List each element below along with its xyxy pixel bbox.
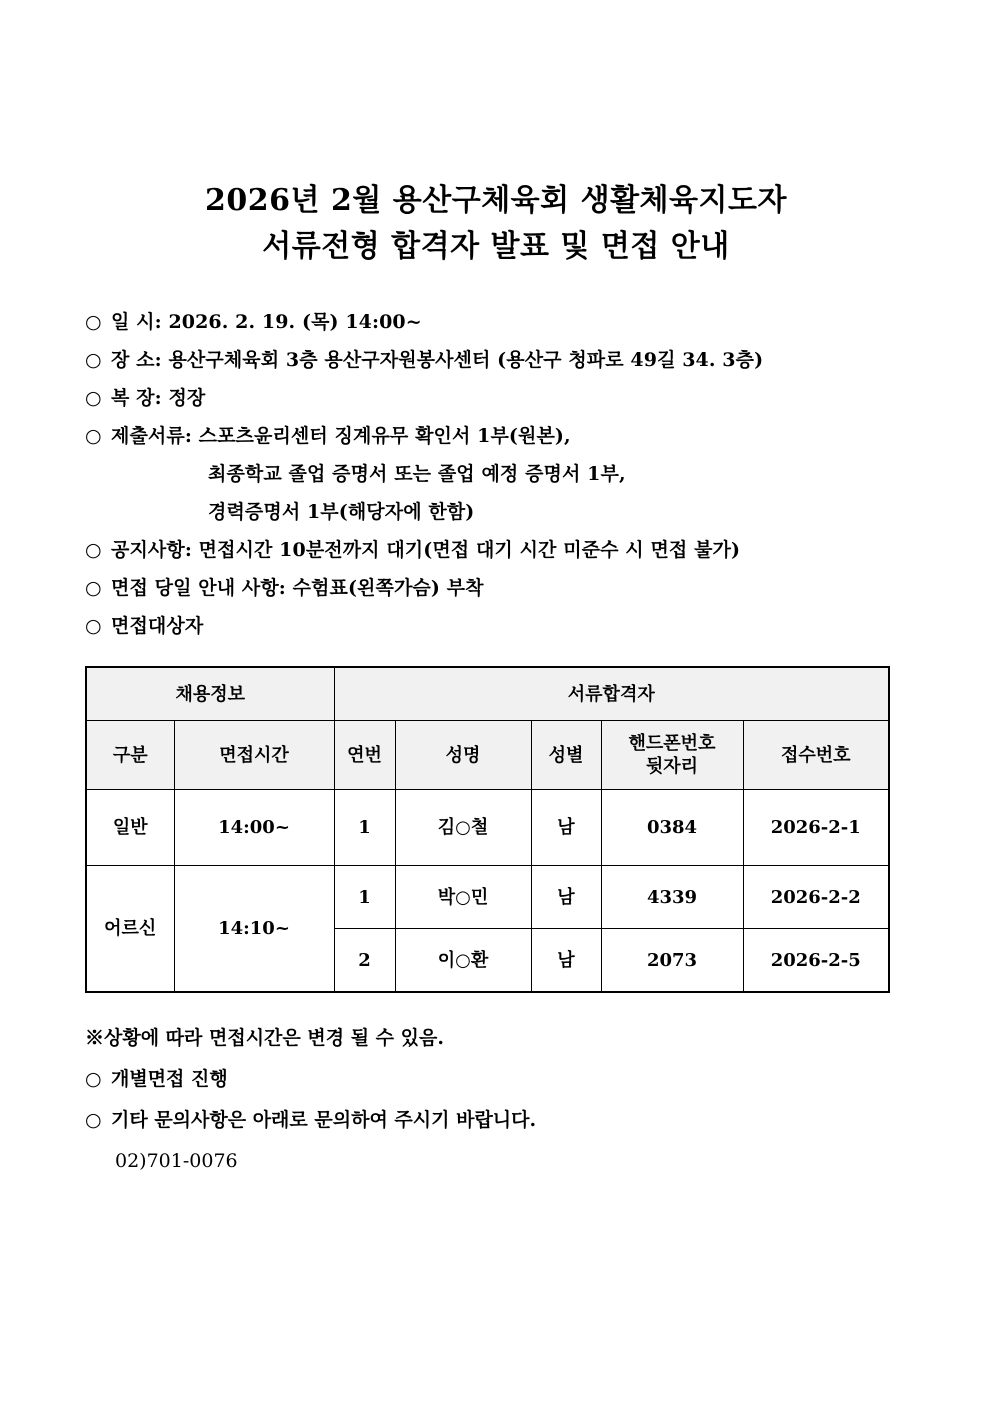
note-label: ※상황에 따라 면접시간은 변경 될 수 있음. <box>85 1027 444 1050</box>
cell-gubun: 어르신 <box>86 866 174 993</box>
note-label: 개별면접 진행 <box>111 1068 228 1091</box>
cell-no: 2 <box>334 929 395 993</box>
info-item-dresscode <box>85 389 932 408</box>
candidates-table-container <box>0 666 992 993</box>
group-header-recruit-info: 채용정보 <box>86 667 334 721</box>
table-column-header-row <box>86 721 889 790</box>
bullet-icon: ○ <box>85 1068 102 1091</box>
info-item-label: 공지사항: 면접시간 10분전까지 대기(면접 대기 시간 미준수 시 면접 불가) <box>111 539 741 562</box>
info-item-label: 최종학교 졸업 증명서 또는 졸업 예정 증명서 1부, <box>208 463 626 486</box>
table-group-header-row <box>86 667 889 721</box>
note-individual-interview <box>85 1070 992 1089</box>
table-row <box>86 866 889 929</box>
info-item-documents-line3 <box>85 503 932 522</box>
cell-interview-time: 14:00~ <box>174 790 334 866</box>
info-item-label: 복 장: 정장 <box>111 387 206 410</box>
column-header-phone-last-digits <box>601 721 743 790</box>
info-item-label: 제출서류: 스포츠윤리센터 징계유무 확인서 1부(원본), <box>111 425 571 448</box>
cell-receipt-no: 2026-2-2 <box>743 866 889 929</box>
phone-header-line-2: 뒷자리 <box>645 756 699 778</box>
bullet-icon: ○ <box>85 425 102 448</box>
info-item-candidates <box>85 617 932 636</box>
note-label: 기타 문의사항은 아래로 문의하여 주시기 바랍니다. <box>111 1109 537 1132</box>
column-header-gubun: 구분 <box>86 721 174 790</box>
column-header-interview-time: 면접시간 <box>174 721 334 790</box>
title-line-2: 서류전형 합격자 발표 및 면접 안내 <box>262 228 730 264</box>
column-header-sex: 성별 <box>531 721 601 790</box>
info-item-datetime <box>85 313 932 332</box>
cell-no: 1 <box>334 866 395 929</box>
note-contact <box>85 1111 992 1130</box>
column-header-receipt-no: 접수번호 <box>743 721 889 790</box>
cell-name: 이○환 <box>395 929 531 993</box>
cell-sex: 남 <box>531 866 601 929</box>
cell-phone-last-digits: 0384 <box>601 790 743 866</box>
group-header-passed-applicants: 서류합격자 <box>334 667 889 721</box>
cell-phone-last-digits: 2073 <box>601 929 743 993</box>
bullet-icon: ○ <box>85 349 102 372</box>
contact-phone-number: 02)701-0076 <box>115 1150 238 1173</box>
cell-phone-last-digits: 4339 <box>601 866 743 929</box>
cell-no: 1 <box>334 790 395 866</box>
cell-name: 박○민 <box>395 866 531 929</box>
cell-interview-time: 14:10~ <box>174 866 334 993</box>
footer-notes <box>0 1029 992 1171</box>
bullet-icon: ○ <box>85 615 102 638</box>
note-time-may-change <box>85 1029 992 1048</box>
info-item-location <box>85 351 932 370</box>
column-header-name: 성명 <box>395 721 531 790</box>
candidates-table <box>85 666 890 993</box>
info-item-notice <box>85 541 932 560</box>
column-header-no: 연번 <box>334 721 395 790</box>
table-head <box>86 667 889 790</box>
bullet-icon: ○ <box>85 539 102 562</box>
bullet-icon: ○ <box>85 1109 102 1132</box>
info-item-label: 경력증명서 1부(해당자에 한함) <box>208 501 475 524</box>
table-row <box>86 790 889 866</box>
cell-sex: 남 <box>531 929 601 993</box>
info-item-documents <box>85 427 932 446</box>
info-item-label: 일 시: 2026. 2. 19. (목) 14:00~ <box>111 311 422 334</box>
cell-receipt-no: 2026-2-1 <box>743 790 889 866</box>
cell-sex: 남 <box>531 790 601 866</box>
cell-gubun: 일반 <box>86 790 174 866</box>
bullet-icon: ○ <box>85 311 102 334</box>
bullet-icon: ○ <box>85 577 102 600</box>
info-item-documents-line2 <box>85 465 932 484</box>
page-title <box>0 178 992 269</box>
title-line-1: 2026년 2월 용산구체육회 생활체육지도자 <box>205 183 787 218</box>
phone-header-line-1: 핸드폰번호 <box>628 733 716 755</box>
info-list <box>0 313 992 636</box>
info-item-label: 면접대상자 <box>111 615 204 638</box>
cell-name: 김○철 <box>395 790 531 866</box>
info-item-onday-guide <box>85 579 932 598</box>
info-item-label: 장 소: 용산구체육회 3층 용산구자원봉사센터 (용산구 청파로 49길 34. 3층) <box>111 349 764 372</box>
bullet-icon: ○ <box>85 387 102 410</box>
info-item-label: 면접 당일 안내 사항: 수험표(왼쪽가슴) 부착 <box>111 577 484 600</box>
table-body <box>86 790 889 993</box>
cell-receipt-no: 2026-2-5 <box>743 929 889 993</box>
